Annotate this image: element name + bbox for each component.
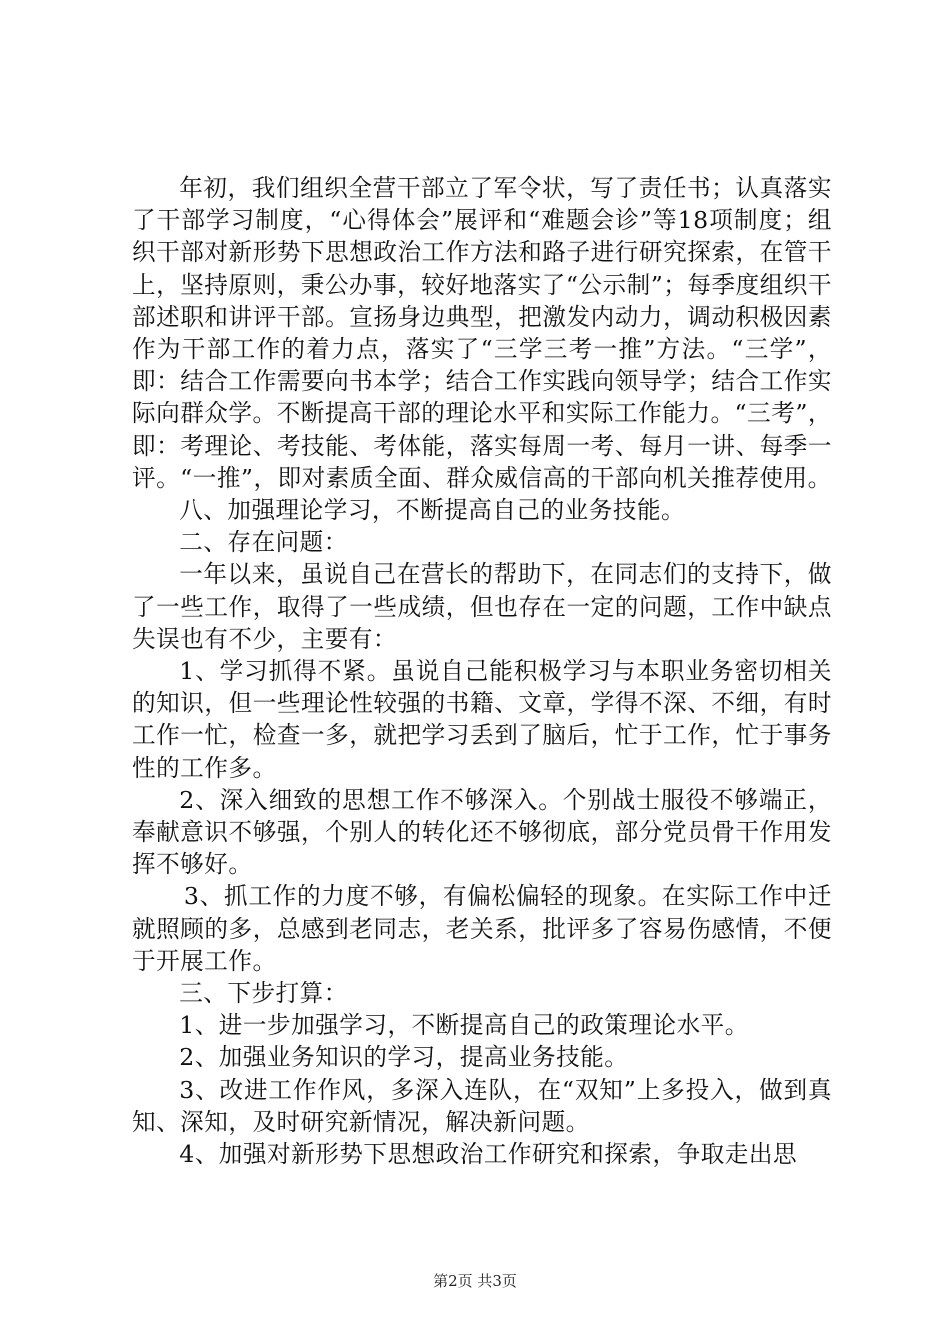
paragraph-problems-intro: 一年以来，虽说自己在营长的帮助下，在同志们的支持下，做了一些工作，取得了一些成绩，但也存在一定的问题，工作中缺点失误也有不少，主要有：: [132, 560, 832, 653]
paragraph-problem-1: 1、学习抓得不紧。虽说自己能积极学习与本职业务密切相关的知识，但一些理论性较强的书籍、文章，学得不深、不细，有时工作一忙，检查一多，就把学习丢到了脑后，忙于工作，忙于事务性的工作多。: [132, 657, 832, 782]
paragraph-cadre-work: 年初，我们组织全营干部立了军令状，写了责任书；认真落实了干部学习制度，“心得体会”展评和“难题会诊”等18项制度；组织干部对新形势下思想政治工作方法和路子进行研究探索，在管干上，坚持原则，秉公办事，较好地落实了“公示制”；每季度组织干部述职和讲评干部。宣扬身边典型，把激发内动力，调动积极因素作为干部工作的着力点，落实了“三学三考一推”方法。“三学”，即：结合工作需要向书本学；结合工作实践向领导学；结合工作实际向群众学。不断提高干部的理论水平和实际工作能力。“三考”，即：考理论、考技能、考体能，落实每周一考、每月一讲、每季一评。“一推”，即对素质全面、群众威信高的干部向机关推荐使用。: [132, 174, 832, 492]
section-heading-problems: 二、存在问题：: [179, 528, 348, 557]
paragraph-plan-2: 2、加强业务知识的学习，提高业务技能。: [179, 1043, 629, 1072]
document-body: [132, 172, 832, 1170]
section-heading-plans: 三、下步打算：: [179, 979, 348, 1008]
paragraph-problem-2: 2、深入细致的思想工作不够深入。个别战士服役不够端正，奉献意识不够强，个别人的转化还不够彻底，部分党员骨干作用发挥不够好。: [132, 785, 832, 879]
paragraph-plan-4: 4、加强对新形势下思想政治工作研究和探索，争取走出思: [179, 1140, 798, 1169]
paragraph-problem-3: 3、抓工作的力度不够，有偏松偏轻的现象。在实际工作中迁就照顾的多，总感到老同志，老关系，批评多了容易伤感情，不便于开展工作。: [132, 882, 832, 975]
page-footer: 第2页 共3页: [433, 1272, 517, 1290]
paragraph-item-eight: 八、加强理论学习，不断提高自己的业务技能。: [179, 496, 686, 525]
paragraph-plan-3: 3、改进工作作风，多深入连队，在“双知”上多投入，做到真知、深知，及时研究新情况，解决新问题。: [132, 1075, 832, 1136]
paragraph-plan-1: 1、进一步加强学习，不断提高自己的政策理论水平。: [179, 1011, 749, 1040]
